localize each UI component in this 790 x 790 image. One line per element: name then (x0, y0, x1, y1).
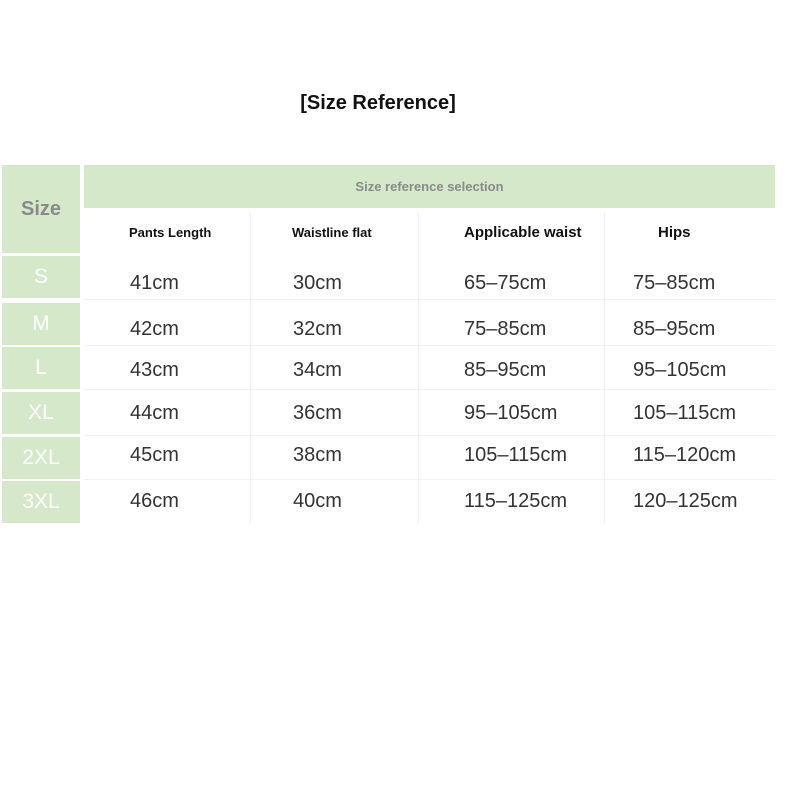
table-cell: 40cm (293, 489, 342, 512)
table-cell: 42cm (130, 317, 179, 340)
table-cell: 95–105cm (464, 401, 558, 424)
column-header-pants-length: Pants Length (129, 224, 212, 240)
size-label: 3XL (2, 481, 80, 523)
table-cell: 95–105cm (633, 358, 727, 381)
size-label: M (2, 303, 80, 345)
table-cell: 75–85cm (464, 317, 547, 340)
grid-divider (604, 212, 605, 524)
table-cell: 85–95cm (464, 358, 547, 381)
size-column-header: Size (2, 165, 80, 253)
table-cell: 32cm (293, 317, 342, 340)
grid-divider (250, 212, 251, 524)
size-label: L (2, 347, 80, 389)
column-header-waistline-flat: Waistline flat (292, 224, 372, 240)
table-cell: 120–125cm (633, 489, 738, 512)
table-cell: 34cm (293, 358, 342, 381)
size-label: 2XL (2, 437, 80, 479)
table-cell: 36cm (293, 401, 342, 424)
table-cell: 65–75cm (464, 271, 547, 294)
grid-divider (418, 212, 419, 524)
size-label: S (2, 256, 80, 298)
size-label: XL (2, 392, 80, 434)
table-cell: 46cm (130, 489, 179, 512)
table-cell: 105–115cm (633, 401, 737, 424)
table-cell: 85–95cm (633, 317, 716, 340)
column-header-hips: Hips (658, 223, 691, 241)
table-cell: 105–115cm (464, 443, 568, 466)
table-cell: 115–120cm (633, 443, 737, 466)
table-cell: 30cm (293, 271, 342, 294)
table-cell: 115–125cm (464, 489, 568, 512)
group-header: Size reference selection (84, 165, 775, 208)
page-title: [Size Reference] (300, 92, 456, 114)
table-cell: 41cm (130, 271, 179, 294)
table-cell: 75–85cm (633, 271, 716, 294)
table-cell: 43cm (130, 358, 179, 381)
table-cell: 44cm (130, 401, 179, 424)
table-cell: 38cm (293, 443, 342, 466)
table-cell: 45cm (130, 443, 179, 466)
column-header-applicable-waist: Applicable waist (464, 223, 582, 241)
